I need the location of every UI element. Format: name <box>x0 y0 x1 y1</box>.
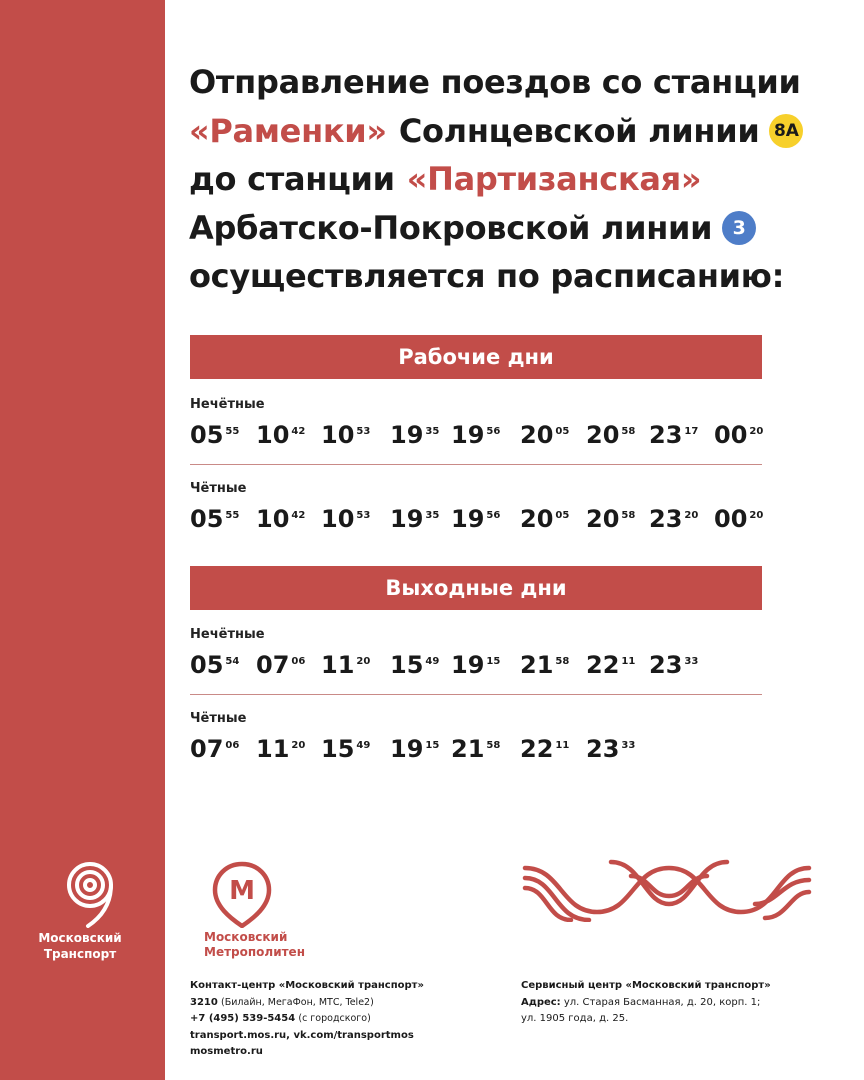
departure-hour: 07 <box>190 735 224 763</box>
moscow-waves-pattern-icon <box>521 858 813 922</box>
departure-hour: 23 <box>586 735 620 763</box>
title-text: до станции <box>189 160 395 198</box>
departure-minute: 58 <box>555 656 570 667</box>
service-address-line: ул. Старая Басманная, д. 20, корп. 1; <box>563 996 761 1008</box>
contact-center-block <box>190 978 424 1061</box>
service-center-block <box>521 978 771 1028</box>
contact-short-number: 3210 <box>190 996 218 1008</box>
departure-minute: 06 <box>225 740 240 751</box>
departure-time <box>256 650 305 680</box>
departure-minute: 54 <box>225 656 240 667</box>
departure-time <box>390 734 439 764</box>
departure-minute: 11 <box>621 656 636 667</box>
departure-time <box>520 504 569 534</box>
departure-hour: 15 <box>390 651 424 679</box>
departure-time <box>190 734 239 764</box>
departure-minute: 05 <box>555 426 570 437</box>
logo-text-line: Метрополитен <box>204 945 305 959</box>
metro-website-link[interactable]: mosmetro.ru <box>190 1046 263 1057</box>
departure-time <box>520 650 569 680</box>
departure-minute: 20 <box>356 656 371 667</box>
departure-hour: 21 <box>451 735 485 763</box>
departure-time <box>190 420 239 450</box>
service-address-label: Адрес: <box>521 996 561 1008</box>
departure-minute: 11 <box>555 740 570 751</box>
departure-hour: 05 <box>190 505 224 533</box>
weekdays-even-label: Чётные <box>190 481 247 496</box>
departure-hour: 20 <box>586 505 620 533</box>
departure-time <box>321 504 370 534</box>
logo-text-line: Московский <box>38 931 122 945</box>
departure-minute: 33 <box>621 740 636 751</box>
moscow-transport-logo-text <box>20 930 140 962</box>
divider <box>190 464 762 465</box>
title-line-2 <box>189 107 829 156</box>
departure-hour: 22 <box>520 735 554 763</box>
contact-short-number-note: (Билайн, МегаФон, МТС, Tele2) <box>221 996 374 1008</box>
departure-minute: 35 <box>425 426 440 437</box>
moscow-metro-logo-text <box>204 930 305 960</box>
departure-minute: 49 <box>356 740 371 751</box>
departure-hour: 10 <box>256 505 290 533</box>
departure-time <box>451 734 500 764</box>
departure-hour: 19 <box>390 735 424 763</box>
departure-hour: 11 <box>256 735 290 763</box>
departure-minute: 20 <box>291 740 306 751</box>
departure-hour: 23 <box>649 651 683 679</box>
divider <box>190 694 762 695</box>
weekends-header: Выходные дни <box>190 566 762 610</box>
departure-time <box>520 734 569 764</box>
moscow-transport-logo-icon <box>62 860 132 928</box>
departure-minute: 35 <box>425 510 440 521</box>
departure-time <box>321 420 370 450</box>
departure-hour: 20 <box>520 505 554 533</box>
departure-time <box>256 420 305 450</box>
weekends-even-label: Чётные <box>190 711 247 726</box>
departure-minute: 55 <box>225 510 240 521</box>
service-title: Сервисный центр «Московский транспорт» <box>521 980 771 991</box>
departure-minute: 33 <box>684 656 699 667</box>
departure-time <box>190 650 239 680</box>
departure-hour: 23 <box>649 421 683 449</box>
logo-text-line: Московский <box>204 930 288 944</box>
departure-time <box>714 420 763 450</box>
departure-time <box>190 504 239 534</box>
departure-minute: 20 <box>749 426 764 437</box>
weekends-odd-label: Нечётные <box>190 627 265 642</box>
departure-minute: 58 <box>621 426 636 437</box>
departure-hour: 10 <box>321 505 355 533</box>
departure-hour: 20 <box>586 421 620 449</box>
departure-minute: 53 <box>356 426 371 437</box>
departure-minute: 20 <box>684 510 699 521</box>
line-8a-badge-icon: 8А <box>769 114 803 148</box>
departure-minute: 17 <box>684 426 699 437</box>
line-to-name: Арбатско-Покровской линии <box>189 208 713 247</box>
departure-hour: 07 <box>256 651 290 679</box>
departure-time <box>586 734 635 764</box>
title-line-4 <box>189 204 829 253</box>
station-from: «Раменки» <box>189 111 387 150</box>
departure-hour: 05 <box>190 421 224 449</box>
contact-phone[interactable]: +7 (495) 539-5454 <box>190 1013 296 1024</box>
departure-time <box>714 504 763 534</box>
departure-hour: 10 <box>256 421 290 449</box>
departure-time <box>321 650 370 680</box>
title-text: Отправление поездов со станции <box>189 63 801 101</box>
departure-time <box>451 420 500 450</box>
departure-minute: 42 <box>291 510 306 521</box>
departure-time <box>451 504 500 534</box>
departure-minute: 06 <box>291 656 306 667</box>
departure-time <box>321 734 370 764</box>
departure-minute: 55 <box>225 426 240 437</box>
weekdays-header: Рабочие дни <box>190 335 762 379</box>
departure-time <box>649 650 698 680</box>
weekdays-odd-label: Нечётные <box>190 397 265 412</box>
departure-minute: 42 <box>291 426 306 437</box>
departure-time <box>586 420 635 450</box>
departure-minute: 20 <box>749 510 764 521</box>
line-3-badge-icon: 3 <box>722 211 756 245</box>
departure-minute: 53 <box>356 510 371 521</box>
departure-minute: 58 <box>486 740 501 751</box>
departure-time <box>390 650 439 680</box>
contact-phone-note: (с городского) <box>298 1013 371 1024</box>
contact-title: Контакт-центр «Московский транспорт» <box>190 980 424 991</box>
departure-hour: 23 <box>649 505 683 533</box>
page-title <box>189 58 829 301</box>
departure-minute: 15 <box>486 656 501 667</box>
departure-hour: 19 <box>390 505 424 533</box>
departure-hour: 20 <box>520 421 554 449</box>
departure-minute: 15 <box>425 740 440 751</box>
departure-hour: 19 <box>390 421 424 449</box>
departure-time <box>520 420 569 450</box>
departure-hour: 05 <box>190 651 224 679</box>
departure-hour: 10 <box>321 421 355 449</box>
departure-hour: 15 <box>321 735 355 763</box>
metro-m-letter: М <box>229 876 255 906</box>
departure-time <box>390 420 439 450</box>
service-address-line: ул. 1905 года, д. 25. <box>521 1013 629 1024</box>
title-line-1 <box>189 58 829 107</box>
departure-minute: 49 <box>425 656 440 667</box>
departure-hour: 00 <box>714 421 748 449</box>
station-to: «Партизанская» <box>406 160 702 198</box>
departure-time <box>451 650 500 680</box>
departure-hour: 19 <box>451 651 485 679</box>
departure-hour: 19 <box>451 505 485 533</box>
contact-websites-link[interactable]: transport.mos.ru, vk.com/transportmos <box>190 1029 414 1041</box>
line-from-name: Солнцевской линии <box>398 111 760 150</box>
departure-time <box>256 734 305 764</box>
title-line-3 <box>189 155 829 204</box>
title-line-5 <box>189 252 829 301</box>
departure-time <box>649 504 698 534</box>
departure-time <box>586 650 635 680</box>
departure-time <box>649 420 698 450</box>
departure-hour: 11 <box>321 651 355 679</box>
departure-hour: 00 <box>714 505 748 533</box>
departure-hour: 22 <box>586 651 620 679</box>
departure-hour: 21 <box>520 651 554 679</box>
departure-hour: 19 <box>451 421 485 449</box>
departure-minute: 58 <box>621 510 636 521</box>
departure-time <box>586 504 635 534</box>
departure-time <box>256 504 305 534</box>
logo-text-line: Транспорт <box>43 947 117 961</box>
departure-time <box>390 504 439 534</box>
moscow-metro-logo-icon <box>210 860 274 928</box>
title-text: осуществляется по расписанию: <box>189 257 785 295</box>
departure-minute: 05 <box>555 510 570 521</box>
departure-minute: 56 <box>486 510 501 521</box>
departure-minute: 56 <box>486 426 501 437</box>
